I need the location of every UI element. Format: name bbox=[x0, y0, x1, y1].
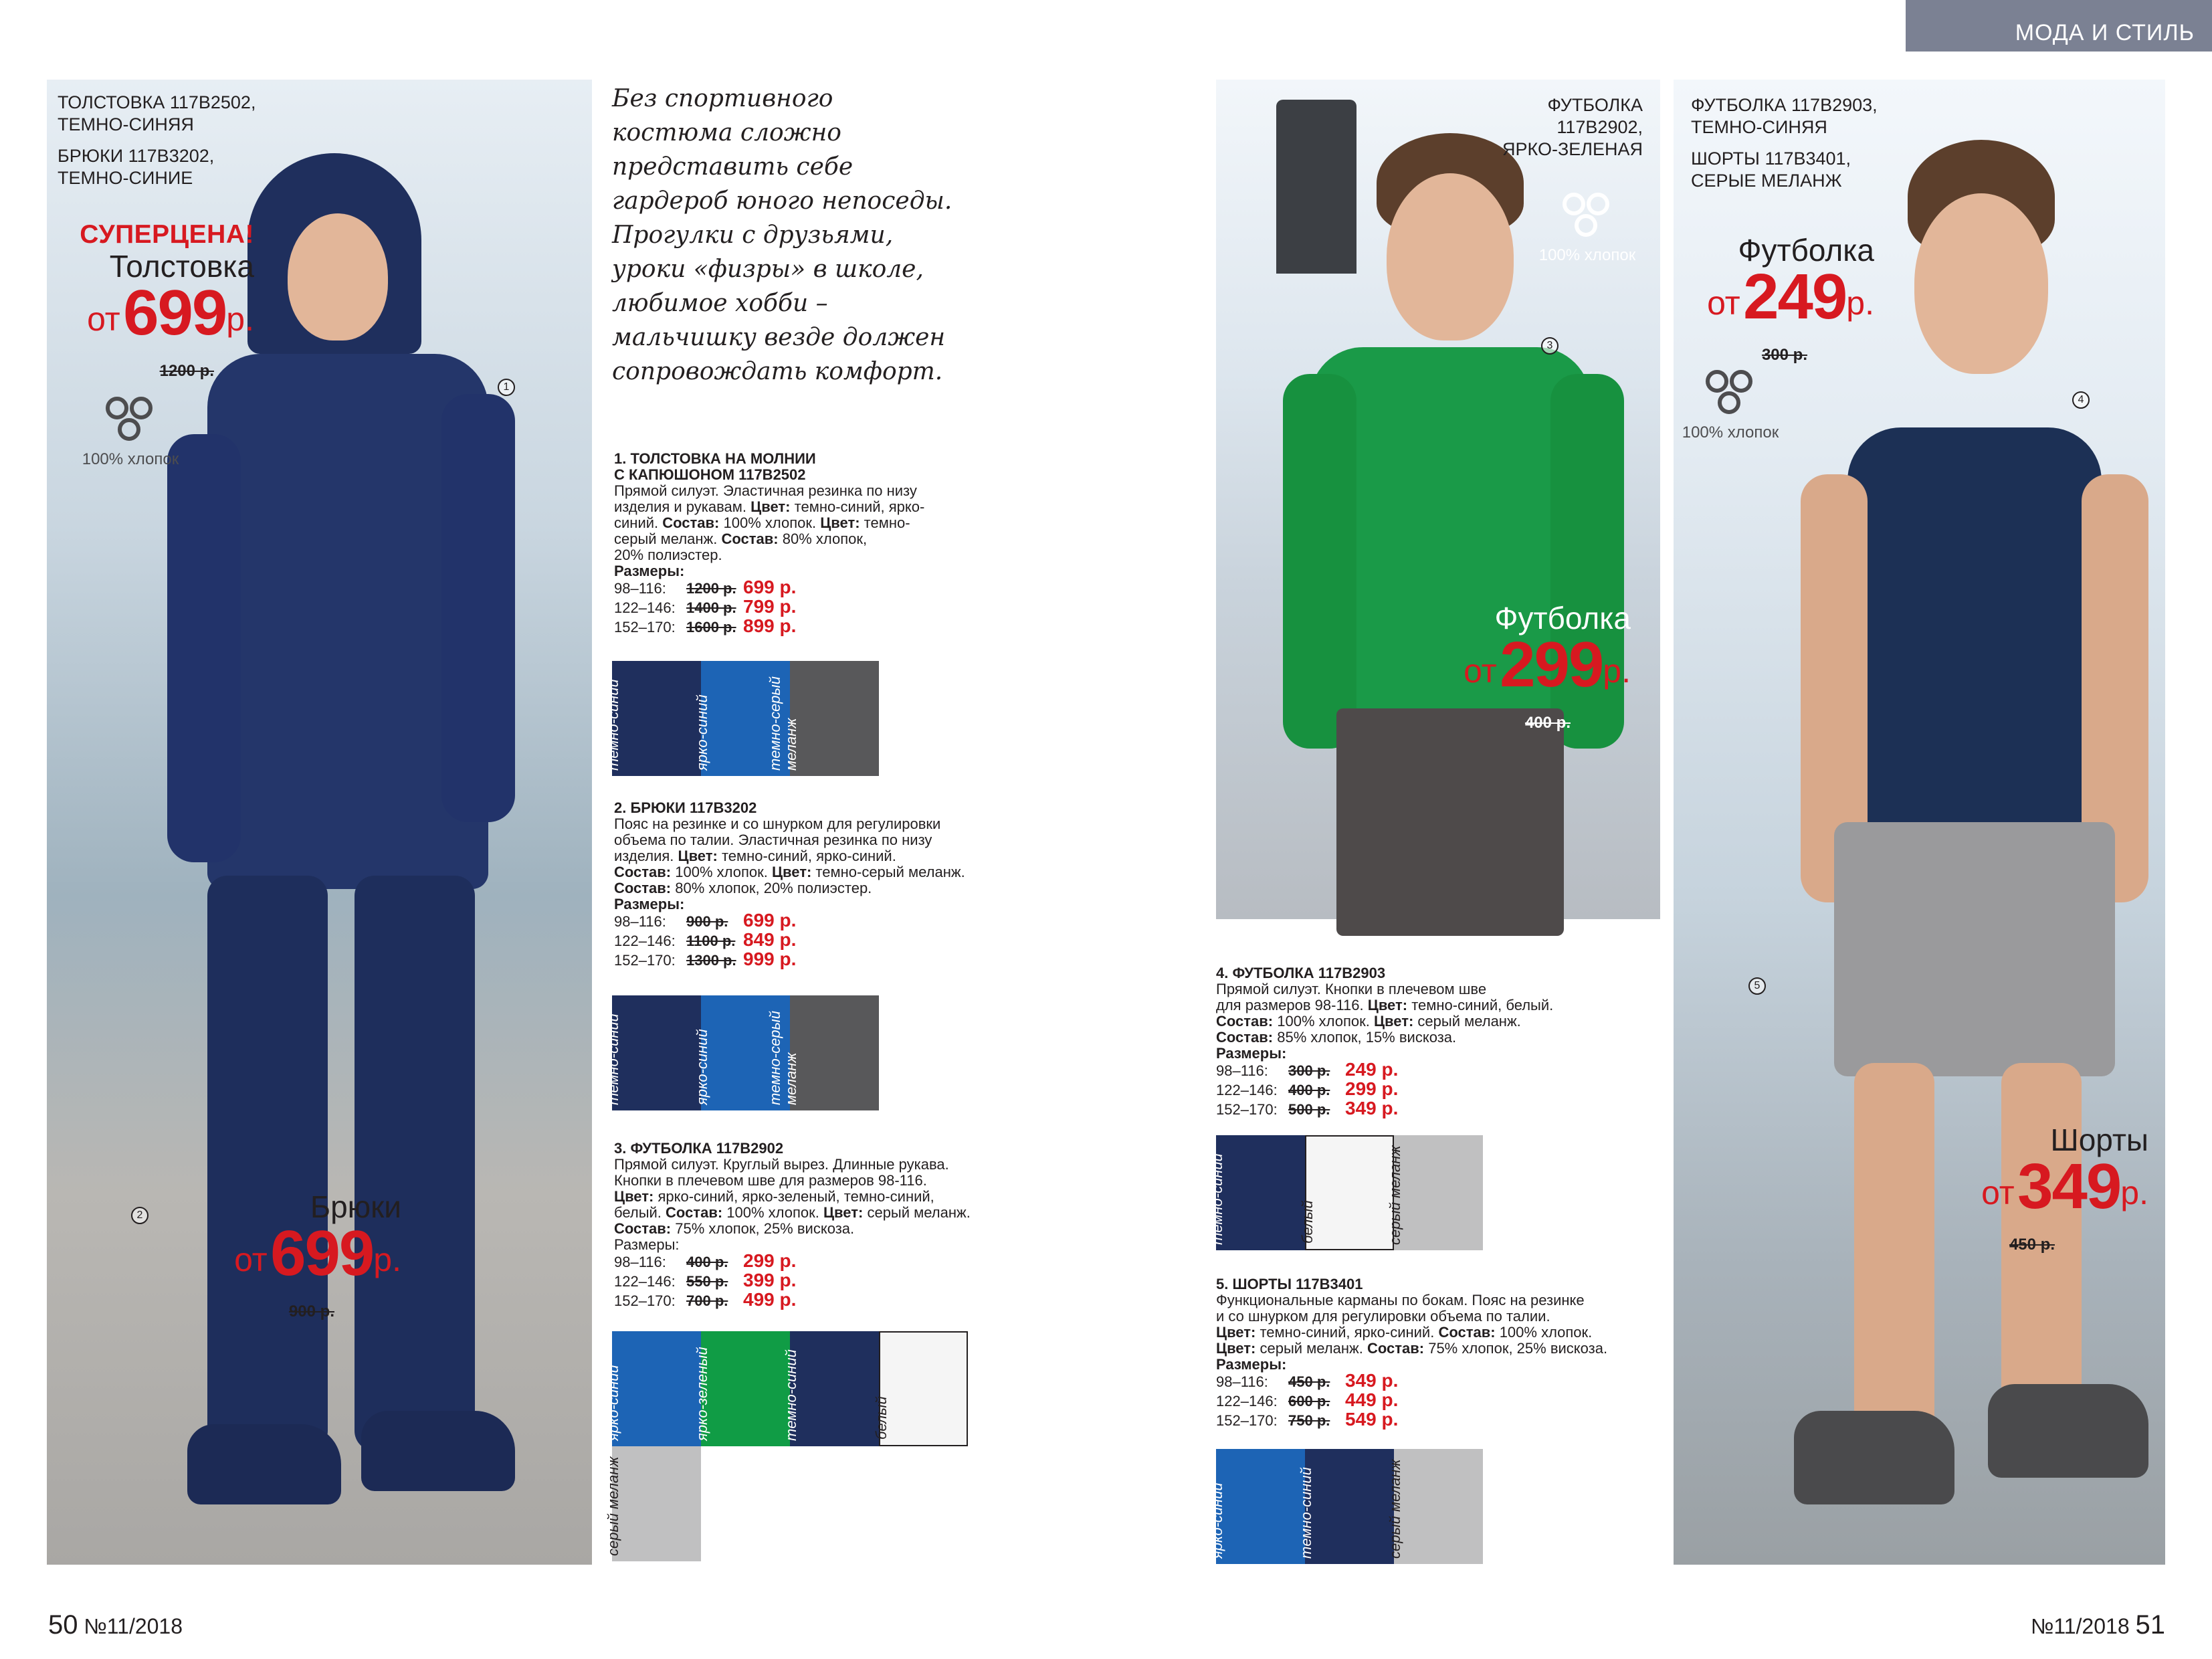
photo-green-shirt bbox=[1216, 80, 1660, 919]
desc-line: для размеров 98-116. Цвет: темно-синий, белый. bbox=[1216, 997, 1554, 1013]
product-title: 5. ШОРТЫ 117В3401 bbox=[1216, 1276, 1363, 1292]
swatch-bright-blue[interactable]: ярко-синий bbox=[701, 995, 790, 1110]
super-price-label: СУПЕРЦЕНА! bbox=[80, 220, 254, 249]
intro-line: любимое хобби – bbox=[612, 290, 828, 317]
intro-line: Прогулки с друзьями, bbox=[612, 221, 894, 249]
caption-line: БРЮКИ 117В3202, bbox=[58, 146, 215, 166]
swatch-grey-melange[interactable]: серый меланж bbox=[1394, 1449, 1483, 1564]
item-marker: 3 bbox=[1541, 337, 1559, 355]
size-row: 98–116: 400 р. 299 р. bbox=[614, 1250, 797, 1271]
sizes-label: Размеры: bbox=[1216, 1356, 1287, 1373]
page-number: 50 bbox=[48, 1610, 78, 1640]
issue-number: №11/2018 bbox=[84, 1614, 183, 1638]
desc-line: Прямой силуэт. Кнопки в плечевом шве bbox=[1216, 981, 1487, 997]
swatch-navy[interactable]: темно-синий bbox=[612, 661, 701, 776]
old-price: 1200 р. bbox=[159, 362, 214, 380]
price-from: от bbox=[87, 300, 120, 338]
desc-line: синий. Состав: 100% хлопок. Цвет: темно- bbox=[614, 514, 910, 531]
photo-tshirt-shorts bbox=[1674, 80, 2165, 1565]
desc-line: Состав: 100% хлопок. Цвет: серый меланж. bbox=[1216, 1013, 1521, 1030]
intro-line: сопровождать комфорт. bbox=[612, 358, 943, 385]
product-3-description bbox=[614, 1141, 1015, 1311]
left-leg bbox=[1854, 1063, 1934, 1438]
cotton-label: 100% хлопок bbox=[1682, 423, 1779, 442]
product-1-swatches bbox=[605, 661, 880, 776]
cotton-label: 100% хлопок bbox=[82, 450, 179, 468]
section-header bbox=[1906, 0, 2212, 52]
swatch-dark-grey[interactable]: темно-серый меланж bbox=[790, 661, 879, 776]
intro-paragraph bbox=[612, 82, 987, 389]
size-row: 122–146: 550 р. 399 р. bbox=[614, 1270, 797, 1290]
desc-line: Состав: 80% хлопок, 20% полиэстер. bbox=[614, 880, 872, 896]
product-4-description bbox=[1216, 965, 1591, 1120]
swatch-bright-blue[interactable]: ярко-синий bbox=[612, 1331, 701, 1446]
desc-line: Прямой силуэт. Круглый вырез. Длинные рукава. bbox=[614, 1156, 949, 1173]
price-from: от bbox=[1707, 284, 1740, 322]
product-4-swatches bbox=[1209, 1135, 1484, 1250]
left-leg bbox=[207, 876, 328, 1451]
cotton-flower-icon bbox=[100, 394, 161, 448]
pants-price-tag bbox=[194, 1190, 401, 1321]
face-shape bbox=[1914, 193, 2048, 374]
trousers bbox=[1336, 708, 1564, 936]
right-arm bbox=[441, 394, 515, 822]
price-product-name: Толстовка bbox=[109, 249, 254, 284]
item-marker: 1 bbox=[498, 379, 515, 396]
price-number: 699 bbox=[270, 1217, 374, 1289]
swatch-white[interactable]: белый bbox=[1305, 1135, 1394, 1250]
issue-number: №11/2018 bbox=[2030, 1614, 2130, 1638]
photo1-caption bbox=[58, 92, 256, 189]
face-shape bbox=[288, 213, 388, 340]
right-shoe bbox=[361, 1411, 515, 1491]
price-currency: р. bbox=[373, 1241, 401, 1278]
desc-line: Цвет: серый меланж. Состав: 75% хлопок, 25% вискоза. bbox=[1216, 1340, 1608, 1357]
old-price: 450 р. bbox=[2009, 1236, 2055, 1254]
product-title: 3. ФУТБОЛКА 117В2902 bbox=[614, 1140, 784, 1157]
swatch-grey-melange[interactable]: серый меланж bbox=[1394, 1135, 1483, 1250]
item-marker: 5 bbox=[1748, 977, 1766, 995]
page-number: 51 bbox=[2135, 1610, 2165, 1640]
size-row: 122–146: 1400 р. 799 р. bbox=[614, 596, 797, 617]
shorts-price-tag bbox=[1928, 1123, 2148, 1254]
size-row: 152–170: 750 р. 549 р. bbox=[1216, 1409, 1399, 1430]
size-row: 98–116: 1200 р. 699 р. bbox=[614, 577, 797, 597]
photo3-caption bbox=[1502, 94, 1643, 161]
price-product-name: Футболка bbox=[1494, 601, 1631, 636]
right-leg bbox=[355, 876, 475, 1451]
price-value bbox=[47, 277, 254, 362]
cotton-badge bbox=[1680, 367, 1781, 442]
caption-line: ФУТБОЛКА bbox=[1547, 95, 1643, 115]
price-value bbox=[1417, 629, 1631, 714]
price-from: от bbox=[234, 1241, 268, 1278]
desc-line: серый меланж. Состав: 80% хлопок, bbox=[614, 530, 868, 547]
product-title: 1. ТОЛСТОВКА НА МОЛНИИ bbox=[614, 450, 816, 467]
price-value bbox=[1928, 1151, 2148, 1236]
cotton-flower-icon bbox=[1700, 367, 1761, 421]
product-3-swatches bbox=[605, 1331, 970, 1561]
desc-line: изделия. Цвет: темно-синий, ярко-синий. bbox=[614, 848, 896, 864]
swatch-dark-grey[interactable]: темно-серый меланж bbox=[790, 995, 879, 1110]
cotton-badge bbox=[1537, 190, 1637, 265]
price-currency: р. bbox=[1603, 652, 1631, 690]
size-row: 98–116: 300 р. 249 р. bbox=[1216, 1059, 1399, 1080]
intro-line: Без спортивного bbox=[612, 85, 833, 112]
price-product-name: Футболка bbox=[1738, 233, 1874, 268]
sizes-label: Размеры: bbox=[614, 1236, 680, 1253]
right-shoe bbox=[1988, 1384, 2148, 1478]
left-arm bbox=[1283, 374, 1356, 749]
size-row: 98–116: 900 р. 699 р. bbox=[614, 910, 797, 931]
caption-line: 117В2902, bbox=[1556, 117, 1643, 137]
product-2-description bbox=[614, 800, 1015, 971]
left-arm bbox=[167, 434, 241, 862]
price-from: от bbox=[1981, 1174, 2015, 1211]
cotton-badge bbox=[80, 394, 181, 469]
swatch-navy[interactable]: темно-синий bbox=[1216, 1135, 1305, 1250]
intro-line: уроки «физры» в школе, bbox=[612, 256, 924, 283]
sizes-label: Размеры: bbox=[614, 563, 685, 579]
left-shoe bbox=[1794, 1411, 1954, 1504]
desc-line: Состав: 85% хлопок, 15% вискоза. bbox=[1216, 1029, 1457, 1046]
desc-line: Функциональные карманы по бокам. Пояс на резинке bbox=[1216, 1292, 1585, 1308]
sizes-label: Размеры: bbox=[1216, 1045, 1287, 1062]
price-from: от bbox=[1464, 652, 1497, 690]
size-row: 152–170: 700 р. 499 р. bbox=[614, 1289, 797, 1310]
right-page-number bbox=[2031, 1610, 2165, 1640]
desc-line: изделия и рукавам. Цвет: темно-синий, ярко- bbox=[614, 498, 925, 515]
sizes-label: Размеры: bbox=[614, 896, 685, 912]
product-1-description bbox=[614, 451, 989, 638]
price-currency: р. bbox=[226, 300, 254, 338]
desc-line: Состав: 75% хлопок, 25% вискоза. bbox=[614, 1220, 855, 1237]
size-row: 122–146: 600 р. 449 р. bbox=[1216, 1389, 1399, 1410]
desc-line: Пояс на резинке и со шнурком для регулировки bbox=[614, 815, 941, 832]
swatch-navy[interactable]: темно-синий bbox=[790, 1331, 879, 1446]
hoodie-price-tag bbox=[47, 220, 254, 381]
size-row: 122–146: 400 р. 299 р. bbox=[1216, 1078, 1399, 1099]
photo4-caption bbox=[1691, 94, 1878, 192]
size-row: 122–146: 1100 р. 849 р. bbox=[614, 929, 797, 950]
swatch-grey-melange[interactable]: серый меланж bbox=[612, 1446, 701, 1561]
item-marker: 2 bbox=[131, 1207, 148, 1224]
old-price: 400 р. bbox=[1524, 714, 1571, 732]
item-marker: 4 bbox=[2072, 391, 2090, 409]
photo-hoodie-pants bbox=[47, 80, 592, 1565]
product-2-swatches bbox=[605, 995, 880, 1110]
caption-line: ТОЛСТОВКА 117В2502, bbox=[58, 92, 256, 112]
swatch-navy[interactable]: темно-синий bbox=[612, 995, 701, 1110]
desc-line: белый. Состав: 100% хлопок. Цвет: серый меланж. bbox=[614, 1204, 971, 1221]
intro-line: мальчишку везде должен bbox=[612, 324, 946, 351]
intro-line: представить себе bbox=[612, 153, 853, 181]
price-number: 249 bbox=[1743, 261, 1847, 332]
grey-shorts bbox=[1834, 822, 2115, 1076]
product-title: 4. ФУТБОЛКА 117В2903 bbox=[1216, 965, 1386, 981]
price-currency: р. bbox=[2120, 1174, 2148, 1211]
swatch-navy[interactable]: темно-синий bbox=[1305, 1449, 1394, 1564]
old-price: 900 р. bbox=[288, 1302, 334, 1321]
product-title: 2. БРЮКИ 117В3202 bbox=[614, 799, 757, 816]
face-shape bbox=[1387, 173, 1514, 340]
swatch-green[interactable]: ярко-зеленый bbox=[701, 1331, 790, 1446]
intro-line: костюма сложно bbox=[612, 119, 841, 147]
caption-line: СЕРЫЕ МЕЛАНЖ bbox=[1691, 171, 1842, 191]
swatch-bright-blue[interactable]: ярко-синий bbox=[1216, 1449, 1305, 1564]
desc-line: Цвет: ярко-синий, ярко-зеленый, темно-синий, bbox=[614, 1188, 934, 1205]
caption-line: ЯРКО-ЗЕЛЕНАЯ bbox=[1502, 139, 1643, 159]
swatch-bright-blue[interactable]: ярко-синий bbox=[701, 661, 790, 776]
caption-line: ТЕМНО-СИНИЕ bbox=[58, 168, 193, 188]
desc-line: 20% полиэстер. bbox=[614, 547, 722, 563]
price-value bbox=[194, 1217, 401, 1302]
price-product-name: Шорты bbox=[2050, 1123, 2148, 1157]
caption-line: ШОРТЫ 117В3401, bbox=[1691, 149, 1851, 169]
price-number: 299 bbox=[1500, 629, 1603, 700]
desc-line: и со шнурком для регулировки объема по талии. bbox=[1216, 1308, 1550, 1325]
product-5-swatches bbox=[1209, 1449, 1484, 1564]
cotton-flower-icon bbox=[1557, 190, 1617, 243]
old-price: 300 р. bbox=[1761, 346, 1807, 364]
desc-line: объема по талии. Эластичная резинка по низу bbox=[614, 832, 932, 848]
product-title: С КАПЮШОНОМ 117В2502 bbox=[614, 466, 806, 483]
section-title: МОДА И СТИЛЬ bbox=[2015, 20, 2195, 45]
desc-line: Состав: 100% хлопок. Цвет: темно-серый меланж. bbox=[614, 864, 965, 880]
size-row: 152–170: 1300 р. 999 р. bbox=[614, 949, 797, 969]
swatch-white[interactable]: белый bbox=[879, 1331, 968, 1446]
price-currency: р. bbox=[1846, 284, 1874, 322]
desc-line: Прямой силуэт. Эластичная резинка по низу bbox=[614, 482, 917, 499]
desc-line: Кнопки в плечевом шве для размеров 98-116. bbox=[614, 1172, 927, 1189]
size-row: 152–170: 500 р. 349 р. bbox=[1216, 1098, 1399, 1118]
left-shoe bbox=[187, 1424, 341, 1504]
shirt-price-tag bbox=[1417, 601, 1631, 733]
caption-line: ТЕМНО-СИНЯЯ bbox=[1691, 117, 1827, 137]
price-value bbox=[1674, 261, 1874, 346]
left-page-number bbox=[48, 1610, 183, 1640]
price-product-name: Брюки bbox=[310, 1189, 401, 1224]
price-number: 349 bbox=[2017, 1151, 2121, 1222]
size-row: 98–116: 450 р. 349 р. bbox=[1216, 1370, 1399, 1391]
navy-tshirt bbox=[1847, 427, 2102, 842]
intro-line: гардероб юного непоседы. bbox=[612, 187, 952, 215]
cotton-label: 100% хлопок bbox=[1538, 246, 1636, 264]
desc-line: Цвет: темно-синий, ярко-синий. Состав: 100% хлопок. bbox=[1216, 1324, 1593, 1341]
caption-line: ФУТБОЛКА 117В2903, bbox=[1691, 95, 1878, 115]
size-row: 152–170: 1600 р. 899 р. bbox=[614, 615, 797, 636]
product-5-description bbox=[1216, 1276, 1644, 1431]
caption-line: ТЕМНО-СИНЯЯ bbox=[58, 114, 194, 134]
price-number: 699 bbox=[123, 277, 227, 349]
tshirt-price-tag bbox=[1674, 233, 1874, 365]
